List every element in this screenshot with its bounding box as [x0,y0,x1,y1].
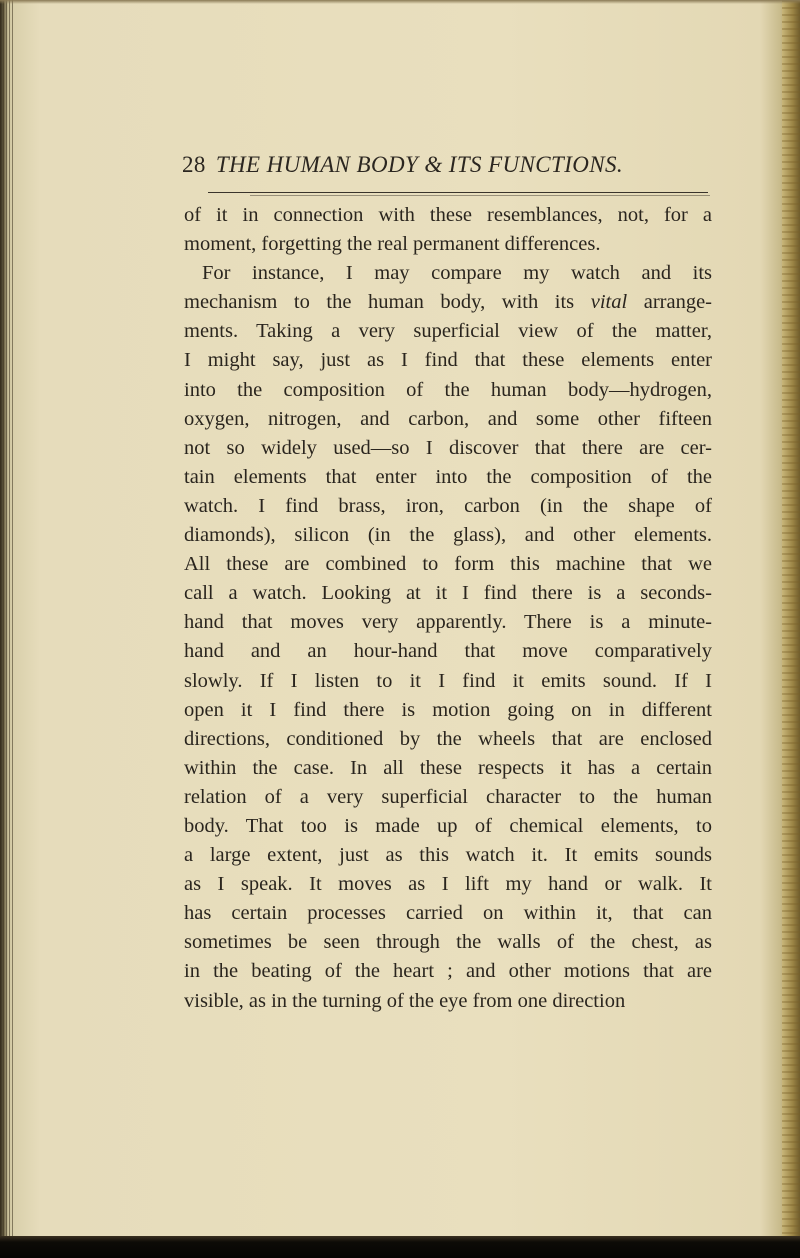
text-line: a large extent, just as this watch it. It emits sounds [184,844,712,867]
text-line: diamonds), silicon (in the glass), and other elements. [184,524,712,547]
text-line: moment, forgetting the real permanent differences. [184,233,601,256]
text-line: call a watch. Looking at it I find there is a seconds- [184,582,712,605]
text-line: visible, as in the turning of the eye from one direction [184,989,626,1012]
text-line: relation of a very superficial character to the human [184,785,712,808]
text-line-with-italic: mechanism to the human body, with its vital arrange- [184,291,712,314]
italic-word: vital [590,291,628,314]
bottom-shadow [0,1236,800,1258]
text-line: body. That too is made up of chemical elements, to [184,814,712,837]
text-line: All these are combined to form this machine that we [184,553,712,576]
text-line: watch. I find brass, iron, carbon (in the shape of [184,494,712,517]
text-line: For instance, I may compare my watch and its [202,262,712,285]
book-spine [0,0,14,1258]
page-edges [782,0,800,1258]
text-line: into the composition of the human body—hydrogen, [184,378,712,401]
text-line: has certain processes carried on within it, that can [184,902,712,925]
text-line: I might say, just as I find that these elements enter [184,349,712,372]
text-line: tain elements that enter into the composition of the [184,465,712,488]
text-line: in the beating of the heart ; and other motions that are [184,960,712,983]
text-line: sometimes be seen through the walls of the chest, as [184,931,712,954]
text-line: as I speak. It moves as I lift my hand or walk. It [184,873,712,896]
header-rule [208,192,708,193]
text-line: slowly. If I listen to it I find it emits sound. If I [184,669,712,692]
text-line: not so widely used—so I discover that there are cer- [184,436,712,459]
running-title: THE HUMAN BODY & ITS FUNCTIONS. [215,152,624,177]
text-line: directions, conditioned by the wheels that are enclosed [184,727,712,750]
text-line: of it in connection with these resemblances, not, for a [184,204,712,226]
text-line: oxygen, nitrogen, and carbon, and some other fifteen [184,407,712,430]
text-line: hand and an hour-hand that move comparatively [184,640,712,663]
running-header [182,152,722,178]
text-line: ments. Taking a very superficial view of the matter, [184,320,712,343]
text-line: hand that moves very apparently. There is a minute- [184,611,712,634]
top-shadow [0,0,800,4]
text-line: within the case. In all these respects it has a certain [184,756,712,779]
page-number: 28 [182,152,206,177]
body-text [184,201,712,1016]
header-rule-secondary [250,195,710,196]
text-line: open it I find there is motion going on in different [184,698,712,721]
